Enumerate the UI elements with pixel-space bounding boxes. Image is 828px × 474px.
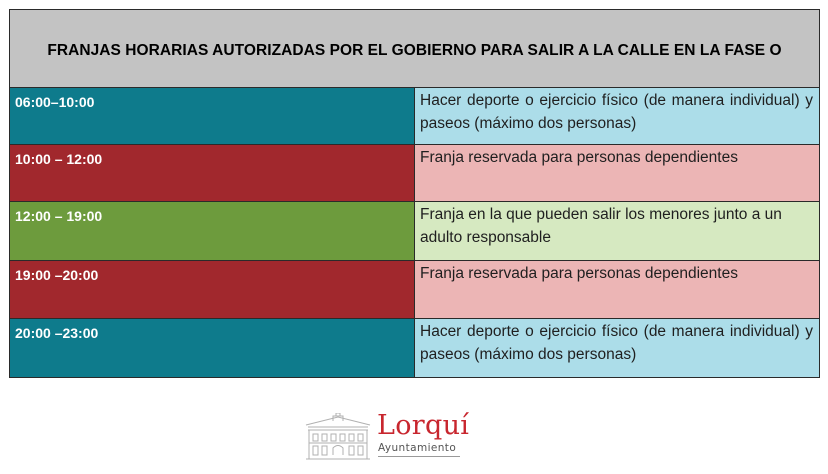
logo-name: Lorquí	[377, 410, 470, 441]
table-row	[10, 261, 820, 319]
schedule-table	[9, 9, 820, 378]
slot-description: Franja en la que pueden salir los menores junto a un adulto responsable	[415, 202, 820, 261]
slot-description: Hacer deporte o ejercicio físico (de manera individual) y paseos (máximo dos personas)	[415, 88, 820, 145]
town-hall-building-icon	[302, 413, 374, 463]
slot-description: Franja reservada para personas dependientes	[415, 145, 820, 202]
time-slot: 19:00 –20:00	[10, 261, 415, 319]
time-slot: 10:00 – 12:00	[10, 145, 415, 202]
time-slot: 06:00–10:00	[10, 88, 415, 145]
lorqui-logo	[302, 411, 472, 467]
title-row	[10, 10, 820, 88]
table-row	[10, 202, 820, 261]
time-slot: 20:00 –23:00	[10, 319, 415, 378]
time-slot: 12:00 – 19:00	[10, 202, 415, 261]
table-row	[10, 145, 820, 202]
table-row	[10, 88, 820, 145]
logo-divider	[378, 456, 460, 457]
table-row	[10, 319, 820, 378]
logo-subtitle: Ayuntamiento	[378, 442, 457, 454]
table-title: FRANJAS HORARIAS AUTORIZADAS POR EL GOBIERNO PARA SALIR A LA CALLE EN LA FASE O	[10, 10, 820, 88]
slot-description: Franja reservada para personas dependientes	[415, 261, 820, 319]
slot-description: Hacer deporte o ejercicio físico (de manera individual) y paseos (máximo dos personas)	[415, 319, 820, 378]
